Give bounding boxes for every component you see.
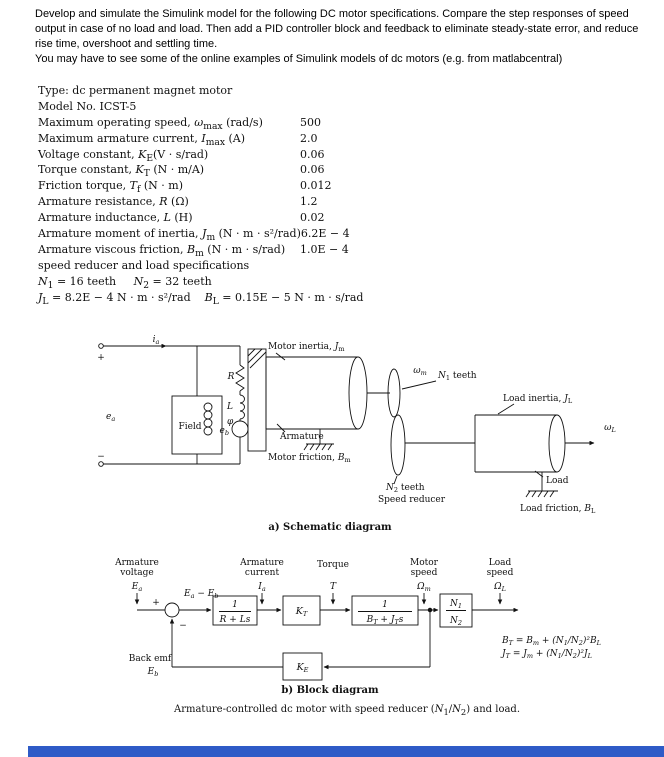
schematic-drawing: [99, 344, 594, 497]
col1-header-line2: voltage: [120, 568, 154, 578]
block1-denominator: R + Ls: [219, 615, 251, 625]
spec-label: speed reducer and load specifications: [38, 258, 250, 272]
n1-teeth-label: $N_1$ teeth: [438, 371, 477, 383]
armature-label: Armature: [280, 432, 324, 442]
sum-plus-sign: +: [152, 598, 160, 608]
spec-row: [38, 179, 638, 195]
spec-label: Maximum armature current, $I_{max}$ (A): [38, 131, 246, 148]
sum-minus-sign: −: [179, 621, 187, 631]
minus-terminal-label: −: [97, 452, 105, 462]
spec-label: Maximum operating speed, $\omega_{max}$ (rad/s): [38, 115, 263, 132]
back-emf-label: Back emf: [128, 654, 172, 664]
summing-junction: [165, 603, 179, 617]
spec-row: [38, 163, 638, 179]
jt-equation: $J_T = J_m + (N_1/N_2)^2J_L$: [502, 649, 592, 661]
omega-l-symbol: $\Omega_L$: [494, 582, 506, 594]
spec-label: Armature viscous friction, $B_m$ (N · m · s/rad): [38, 242, 286, 260]
spec-label: Armature moment of inertia, $J_m$ (N · m · s²/rad): [38, 227, 301, 244]
col5-header-line2: speed: [486, 568, 514, 578]
motor-stator: [248, 349, 266, 451]
assignment-note: You may have to see some of the online examples of Simulink models of dc motors (e.g. from matlabcentral): [35, 53, 563, 65]
omega-l-label: $\omega_L$: [604, 423, 616, 435]
field-winding: [172, 346, 222, 464]
spec-row: [38, 211, 638, 227]
armature-circuit: [232, 346, 248, 464]
motor-rotor-cylinder: [266, 353, 367, 432]
spec-label: $J_L = 8.2E - 4$ N · m · s²/rad $B_L = 0.15E - 5$ N · m · s/rad: [38, 290, 364, 307]
spec-row: [38, 116, 638, 132]
spec-row: [38, 291, 638, 307]
torque-symbol: T: [329, 582, 337, 592]
ia-symbol: $I_a$: [258, 582, 266, 594]
speed-reducer-label: Speed reducer: [378, 495, 446, 505]
spec-row: [38, 148, 638, 164]
omega-m-label: $\omega_m$: [413, 366, 427, 378]
block-diagram-caption: b) Block diagram: [281, 685, 379, 696]
error-signal-label: $E_a - E_b$: [184, 589, 219, 601]
omega-m-symbol: $\Omega_m$: [417, 582, 431, 594]
plus-terminal-label: +: [97, 353, 105, 363]
spec-label: Voltage constant, $K_E(V \cdot s/rad)$: [38, 147, 209, 164]
flux-label: φ: [227, 417, 234, 427]
load-inertia-label: Load inertia, $J_L$: [503, 394, 573, 406]
motor-inertia-label: Motor inertia, $J_m$: [268, 342, 345, 354]
spec-row: [38, 259, 638, 275]
ea-symbol: $E_a$: [131, 582, 143, 594]
col3-header: Torque: [317, 560, 349, 570]
col2-header-line1: Armature: [240, 558, 284, 568]
spec-label: Model No. ICST-5: [38, 99, 137, 113]
spec-label: Armature inductance, L (H): [38, 211, 193, 225]
schematic-caption: a) Schematic diagram: [268, 522, 392, 533]
spec-row: [38, 100, 638, 116]
back-emf-source-label: $e_b$: [219, 426, 229, 438]
col5-header-line1: Load: [488, 558, 512, 568]
block-diagram-figure: [100, 552, 640, 722]
spec-value: 0.02: [300, 211, 325, 225]
resistor-label: R: [227, 372, 235, 382]
col4-header-line1: Motor: [410, 558, 438, 568]
block3-denominator: $B_T + J_Ts$: [366, 615, 404, 627]
figure-caption: Armature-controlled dc motor with speed reducer $(N_1/N_2)$ and load.: [173, 704, 521, 717]
spec-row: [38, 195, 638, 211]
spec-row: [38, 275, 638, 291]
field-label: Field: [178, 422, 202, 432]
col1-header-line1: Armature: [115, 558, 159, 568]
spec-label: $N_1 = 16$ teeth $N_2 = 32$ teeth: [38, 274, 212, 291]
spec-value: 1.2: [300, 195, 318, 209]
schematic-figure: [90, 333, 635, 543]
source-terminals: [99, 344, 240, 467]
spec-label: Armature resistance, R (Ω): [38, 195, 189, 209]
block3-numerator: 1: [382, 600, 388, 610]
gear-ratio-numerator: $N_1$: [449, 599, 463, 611]
spec-table: [38, 84, 638, 306]
armature-current-label: $i_a$: [152, 335, 160, 347]
gear-ratio-denominator: $N_2$: [449, 616, 463, 628]
bt-equation: $B_T = B_m + (N_1/N_2)^2B_L$: [502, 636, 601, 648]
spec-value: 0.012: [300, 179, 332, 193]
n2-teeth-label: $N_2$ teeth: [386, 483, 425, 495]
window-edge-bar: [28, 746, 664, 757]
motor-friction-label: Motor friction, $B_m$: [268, 453, 351, 465]
col2-header-line2: current: [244, 568, 280, 578]
ke-block-label: $K_E$: [296, 662, 309, 675]
assignment-text: [35, 7, 659, 67]
load-label: Load: [546, 476, 569, 486]
spec-value: 0.06: [300, 147, 325, 161]
spec-value: 6.2E − 4: [300, 227, 350, 241]
spec-value: 1.0E − 4: [300, 242, 349, 256]
spec-row: [38, 227, 638, 243]
assignment-paragraph: Develop and simulate the Simulink model for the following DC motor specifications. Compare the step responses of speed output in case of no load and load. Then add a PID controller block and feedback to eliminate steady-state error, and reduce rise time, overshoot and settling time.: [35, 8, 639, 50]
spec-row: [38, 132, 638, 148]
spec-value: 500: [300, 115, 321, 129]
spec-value: 0.06: [300, 163, 325, 177]
spec-label: Torque constant, $K_T$ (N · m/A): [38, 163, 205, 180]
spec-row: [38, 84, 638, 100]
speed-reducer-gears: [367, 369, 475, 484]
back-emf-symbol: $E_b$: [147, 667, 159, 679]
col4-header-line2: speed: [410, 568, 438, 578]
spec-row: [38, 243, 638, 259]
load-cylinder: [475, 404, 594, 477]
block-diagram-labels: [114, 558, 601, 696]
block1-numerator: 1: [232, 600, 238, 610]
schematic-labels: [97, 335, 616, 533]
spec-label: Friction torque, $T_f$ (N · m): [38, 179, 184, 196]
source-voltage-label: $e_a$: [106, 412, 116, 424]
load-friction-label: Load friction, $B_L$: [520, 504, 596, 516]
spec-label: Type: dc permanent magnet motor: [38, 84, 233, 97]
kt-block-label: $K_T$: [295, 606, 308, 619]
inductor-label: L: [227, 402, 233, 412]
spec-value: 2.0: [300, 131, 318, 145]
